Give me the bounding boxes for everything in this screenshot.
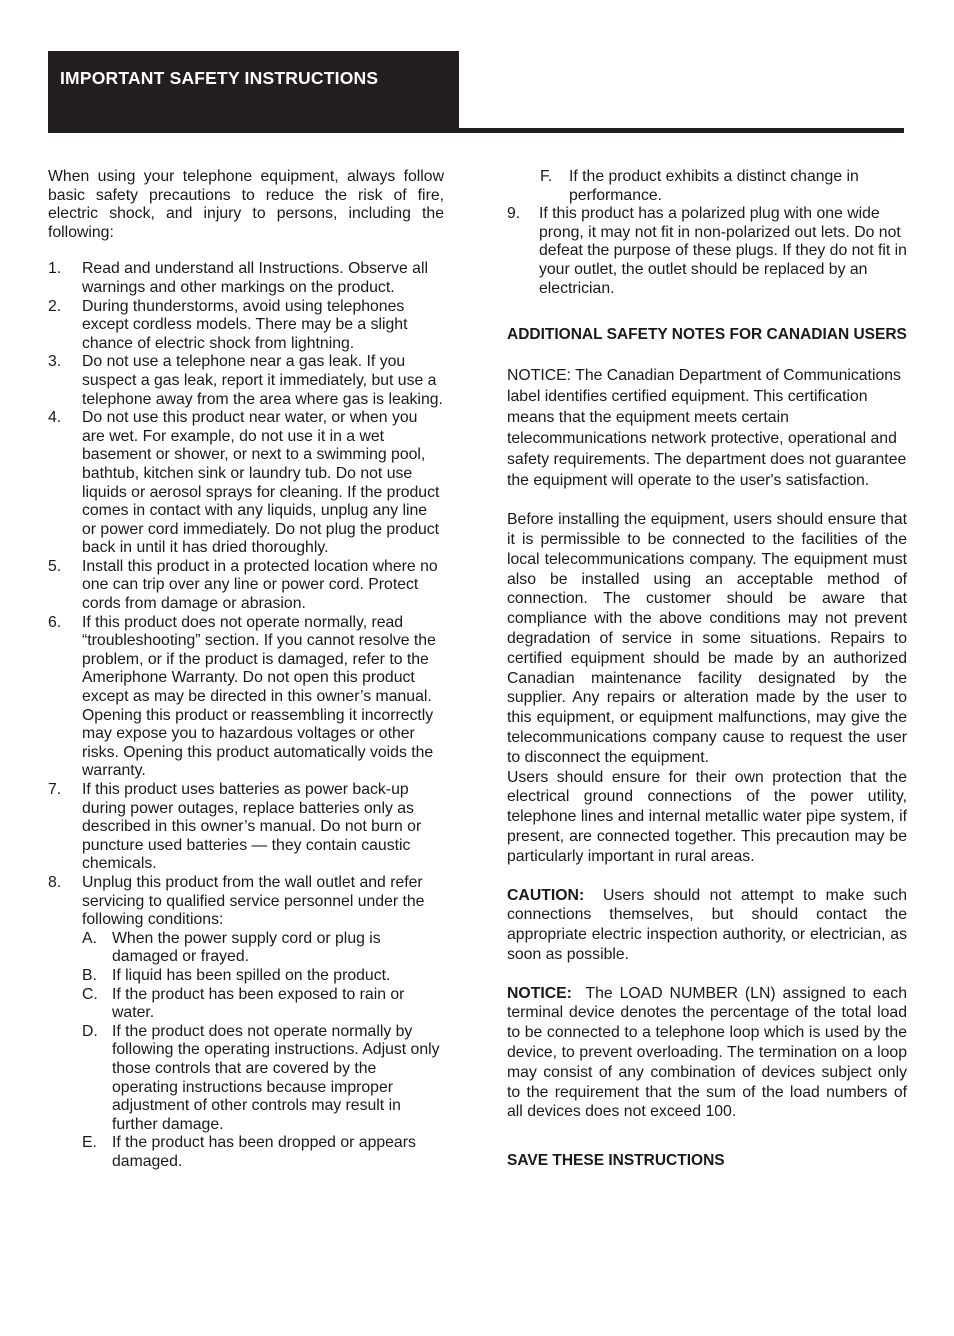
item-number: 1.: [48, 260, 62, 278]
list-item: [507, 205, 907, 298]
left-column: [48, 168, 444, 1171]
item-text: If this product uses batteries as power back-up during power outages, replace batteries only as described in this owner’s manual. Do not burn or puncture used batteries — they contain caustic chemicals.: [82, 781, 422, 873]
list-item: [48, 558, 444, 614]
sub-item-letter: D.: [82, 1022, 98, 1040]
sub-item: [82, 930, 444, 967]
sub-item-letter: A.: [82, 929, 97, 947]
item-text: If this product has a polarized plug with one wide prong, it may not fit in non-polarized out lets. Do not defeat the purpose of these plugs. If they do not fit in your outlet, the outlet should be replaced by an electrician.: [539, 205, 907, 297]
caution-text: Users should not attempt to make such connections themselves, but should contact the appropriate electric inspection authority, or electrician, as soon as possible.: [507, 886, 907, 963]
list-item: [48, 409, 444, 558]
list-item: [48, 614, 444, 781]
sub-item-text: If liquid has been spilled on the product.: [112, 966, 391, 984]
item-text: Install this product in a protected location where no one can trip over any line or power cord. Protect cords from damage or abrasion.: [82, 557, 438, 613]
list-item: [48, 298, 444, 354]
item-text: Do not use a telephone near a gas leak. If you suspect a gas leak, report it immediately, but use a telephone away from the area where gas is leaking.: [82, 353, 443, 408]
caution-paragraph: [507, 886, 907, 965]
sub-item: [82, 967, 444, 986]
sub-item: [82, 986, 444, 1023]
item-number: 3.: [48, 353, 62, 371]
sub-item-text: When the power supply cord or plug is damaged or frayed.: [112, 929, 381, 966]
sub-item-letter: C.: [82, 985, 98, 1003]
list-item: [48, 781, 444, 874]
sub-item-text: If the product exhibits a distinct change in performance.: [569, 168, 859, 204]
before-installing-paragraph: Before installing the equipment, users should ensure that it is permissible to be connected to the facilities of the local telecommunications company. The equipment must also be installed using an acceptable method of connection. The customer should be aware that compliance with the above conditions may not prevent degradation of service in some situations. Repairs to certified equipment should be made by an authorized Canadian maintenance facility designated by the supplier. Any repairs or alteration made by the user to this equipment, or equipment malfunctions, may give the telecommunications company cause to request the user to disconnect the equipment.: [507, 511, 907, 766]
notice-paragraph: NOTICE: The Canadian Department of Communications label identifies certified equipment. This certification means that the equipment meets certain telecommunications network protective, operational and safety requirements. The department does not guarantee the equipment will operate to the user's satisfaction.: [507, 367, 907, 490]
item-number: 9.: [507, 205, 521, 223]
item-text: Unplug this product from the wall outlet and refer servicing to qualified service personnel under the following conditions:: [82, 873, 425, 929]
item-text: Do not use this product near water, or when you are wet. For example, do not use it in a wet basement or shower, or next to a swimming pool, bathtub, kitchen sink or laundry tub. Do not use liquids or aerosol sprays for cleaning. If the product comes in contact with any liquids, unplug any line or power cord immediately. Do not plug the product back in until it has dried thoroughly.: [82, 409, 440, 557]
sub-item: [82, 1134, 444, 1171]
canada-heading: ADDITIONAL SAFETY NOTES FOR CANADIAN USERS: [507, 326, 907, 344]
item-body: [82, 874, 444, 1172]
sub-item-letter: E.: [82, 1134, 97, 1152]
sub-item-text: If the product has been dropped or appears damaged.: [112, 1134, 416, 1170]
sub-item-letter: F.: [540, 168, 553, 185]
sub-item-text: If the product has been exposed to rain or water.: [112, 985, 405, 1022]
sub-item-text: If the product does not operate normally by following the operating instructions. Adjust only those controls that are covered by the operating instructions because improper adjustment of other controls may result in further damage.: [112, 1022, 440, 1133]
item-number: 8.: [48, 873, 62, 891]
item-number: 4.: [48, 409, 62, 427]
header-bar: [48, 51, 459, 131]
item-number: 7.: [48, 781, 62, 798]
item-text: During thunderstorms, avoid using telephones except cordless models. There may be a slight chance of electric shock from lightning.: [82, 297, 408, 352]
grounding-paragraph: Users should ensure for their own protection that the electrical ground connections of the power utility, telephone lines and internal metallic water pipe system, if present, are connected together. This precaution may be particularly important in rural areas.: [507, 768, 907, 865]
list-item: [48, 874, 444, 1172]
item-text: If this product does not operate normally, read “troubleshooting” section. If you cannot resolve the problem, or if the product is damaged, refer to the Ameriphone Warranty. Do not open this product except as may be directed in this owner’s manual. Opening this product or reassembling it incorrectly may expose you to hazardous voltages or other risks. Opening this product automatically voids the warranty.: [82, 613, 436, 780]
list-item: [48, 260, 444, 297]
item-number: 2.: [48, 297, 62, 315]
notice-label: NOTICE:: [507, 984, 572, 1002]
item-text: Read and understand all Instructions. Observe all warnings and other markings on the product.: [82, 260, 428, 296]
list-item: [48, 353, 444, 409]
save-instructions: SAVE THESE INSTRUCTIONS: [507, 1152, 725, 1170]
sub-item: [82, 1023, 444, 1135]
right-column: [507, 168, 907, 1171]
caution-label: CAUTION:: [507, 886, 585, 904]
sub-item-letter: B.: [82, 966, 97, 984]
sub-item: [507, 168, 907, 205]
page-title: IMPORTANT SAFETY INSTRUCTIONS: [60, 68, 379, 88]
item-number: 5.: [48, 557, 62, 575]
notice-text: The LOAD NUMBER (LN) assigned to each terminal device denotes the percentage of the total load to be connected to a telephone loop which is used by the device, to prevent overloading. The termination on a loop may consist of any combination of devices subject only to the requirement that the sum of the load numbers of all devices does not exceed 100.: [507, 984, 907, 1121]
safety-list: [48, 260, 444, 1171]
load-number-paragraph: [507, 984, 907, 1123]
header-rule: [48, 128, 904, 133]
intro-paragraph: When using your telephone equipment, always follow basic safety precautions to reduce the risk of fire, electric shock, and injury to persons, including the following:: [48, 168, 444, 241]
item-number: 6.: [48, 613, 62, 631]
